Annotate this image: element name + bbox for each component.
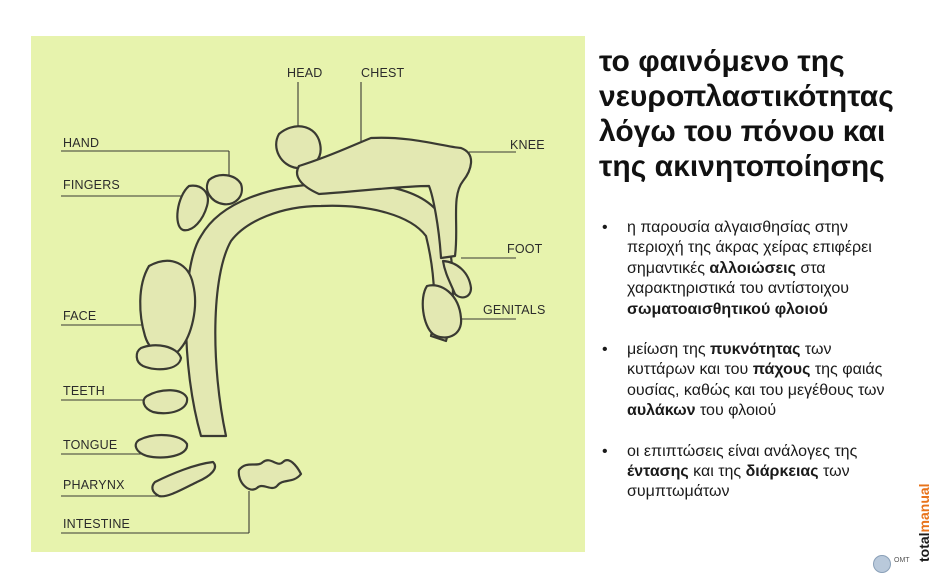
bullet-item [602, 442, 902, 503]
label-pharynx: PHARYNX [63, 478, 125, 492]
brand-part1: total [916, 532, 932, 562]
bullet-text: και της [688, 463, 746, 481]
brand-part2: manual [916, 483, 932, 533]
bullet-text: στα χαρακτηριστικά του αντίστοιχου [627, 259, 850, 298]
bullet-text: μείωση της [627, 341, 710, 359]
label-teeth: TEETH [63, 384, 105, 398]
bullet-emphasis: έντασης [627, 463, 689, 481]
bullet-emphasis: αυλάκων [627, 402, 696, 420]
bullet-emphasis: διάρκειας [745, 463, 819, 481]
bullet-text: οι επιπτώσεις είναι ανάλογες της [627, 442, 858, 460]
globe-logo-icon [873, 555, 891, 573]
bullet-text: του φλοιού [695, 402, 777, 420]
label-chest: CHEST [361, 66, 405, 80]
bullet-dot: • [602, 219, 608, 236]
bullet-text: των συμπτωμάτων [627, 463, 850, 501]
label-fingers: FINGERS [63, 178, 120, 192]
bullet-text: της φαιάς ουσίας, καθώς και του μεγέθους των [627, 361, 885, 399]
bullet-list [602, 218, 902, 523]
bullet-text: των κυττάρων και του [627, 341, 832, 379]
label-face: FACE [63, 309, 97, 323]
bullet-item [602, 340, 902, 422]
bullet-dot: • [602, 341, 608, 359]
bullet-item [602, 218, 902, 320]
label-foot: FOOT [507, 242, 543, 256]
bullet-dot: • [602, 442, 608, 460]
bullet-text: η παρουσία αλγαισθησίας στην περιοχή της άκρας χείρας επιφέρει σημαντικές [627, 219, 872, 277]
bullet-emphasis: πυκνότητας [710, 341, 801, 359]
label-intestine: INTESTINE [63, 517, 131, 531]
homunculus-figure [31, 36, 585, 552]
label-knee: KNEE [510, 138, 545, 152]
brand-logo [914, 484, 934, 562]
label-genitals: GENITALS [483, 303, 546, 317]
bullet-emphasis: πάχους [752, 361, 811, 379]
homunculus-drawing [31, 36, 585, 552]
label-head: HEAD [287, 66, 323, 80]
label-tongue: TONGUE [63, 438, 118, 452]
bullet-emphasis: σωματοαισθητικού φλοιού [627, 300, 828, 318]
slide-title: το φαινόμενο της νευροπλαστικότητας λόγω του πόνου και της ακινητοποίησης [599, 45, 894, 183]
omt-logo: OMT [894, 557, 910, 564]
label-hand: HAND [63, 136, 100, 150]
bullet-emphasis: αλλοιώσεις [709, 259, 796, 277]
